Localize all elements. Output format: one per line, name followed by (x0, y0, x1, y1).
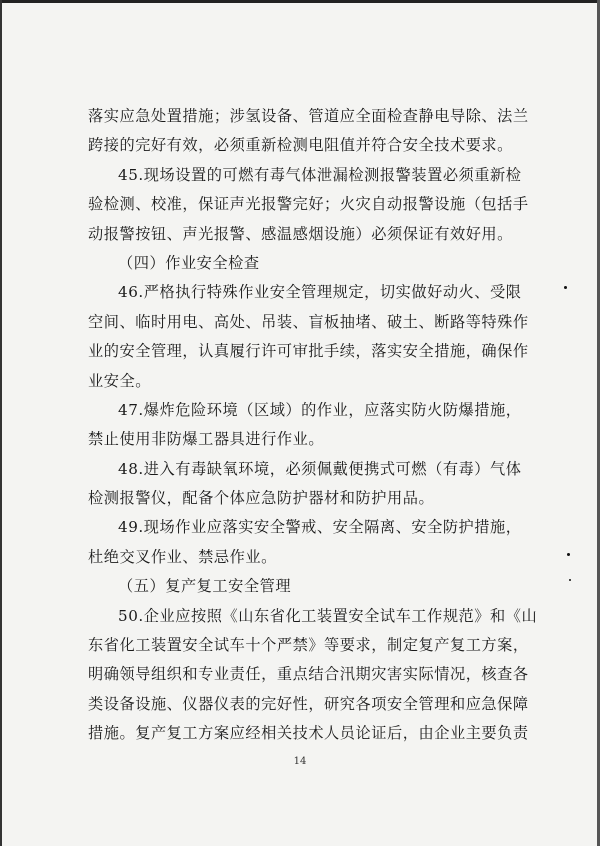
item-50-line-5: 措施。复产复工方案应经相关技术人员论证后，由企业主要负责 (88, 724, 529, 743)
text-line-2: 跨接的完好有效，必须重新检测电阻值并符合安全技术要求。 (88, 136, 513, 155)
page-number: 14 (293, 756, 307, 767)
item-48-line-1: 48.进入有毒缺氧环境，必须佩戴便携式可燃（有毒）气体 (118, 459, 522, 478)
item-45-line-1: 45.现场设置的可燃有毒气体泄漏检测报警装置必须重新检 (118, 165, 522, 184)
item-46-line-3: 业的安全管理，认真履行许可审批手续，落实安全措施，确保作 (88, 342, 529, 361)
item-47-line-1: 47.爆炸危险环境（区域）的作业，应落实防火防爆措施， (118, 400, 522, 419)
scan-speck (569, 579, 571, 581)
scan-border-left (0, 0, 2, 846)
scan-speck (567, 553, 570, 556)
section-heading-5: （五）复产复工安全管理 (118, 577, 292, 596)
scan-speck (564, 286, 567, 289)
body-text (88, 102, 538, 749)
item-48-line-2: 检测报警仪，配备个体应急防护器材和防护用品。 (88, 489, 435, 508)
item-46-line-2: 空间、临时用电、高处、吊装、盲板抽堵、破土、断路等特殊作 (88, 312, 529, 331)
scan-border-top (0, 0, 600, 3)
item-49-line-2: 杜绝交叉作业、禁忌作业。 (88, 547, 277, 566)
item-50-line-1: 50.企业应按照《山东省化工装置安全试车工作规范》和《山 (118, 606, 538, 625)
section-heading-4: （四）作业安全检查 (118, 253, 260, 272)
item-50-line-4: 类设备设施、仪器仪表的完好性，研究各项安全管理和应急保障 (88, 694, 529, 713)
item-46-line-4: 业安全。 (88, 371, 151, 390)
item-46-line-1: 46.严格执行特殊作业安全管理规定，切实做好动火、受限 (118, 283, 522, 302)
item-45-line-3: 动报警按钮、声光报警、感温感烟设施）必须保证有效好用。 (88, 224, 513, 243)
item-45-line-2: 验检测、校准，保证声光报警完好；火灾自动报警设施（包括手 (88, 195, 529, 214)
item-50-line-2: 东省化工装置安全试车十个严禁》等要求，制定复产复工方案， (88, 636, 529, 655)
text-line-1: 落实应急处置措施；涉氢设备、管道应全面检查静电导除、法兰 (88, 107, 529, 125)
item-47-line-2: 禁止使用非防爆工器具进行作业。 (88, 430, 325, 449)
item-49-line-1: 49.现场作业应落实安全警戒、安全隔离、安全防护措施， (118, 518, 522, 537)
item-50-line-3: 明确领导组织和专业责任，重点结合汛期灾害实际情况，核查各 (88, 665, 529, 684)
